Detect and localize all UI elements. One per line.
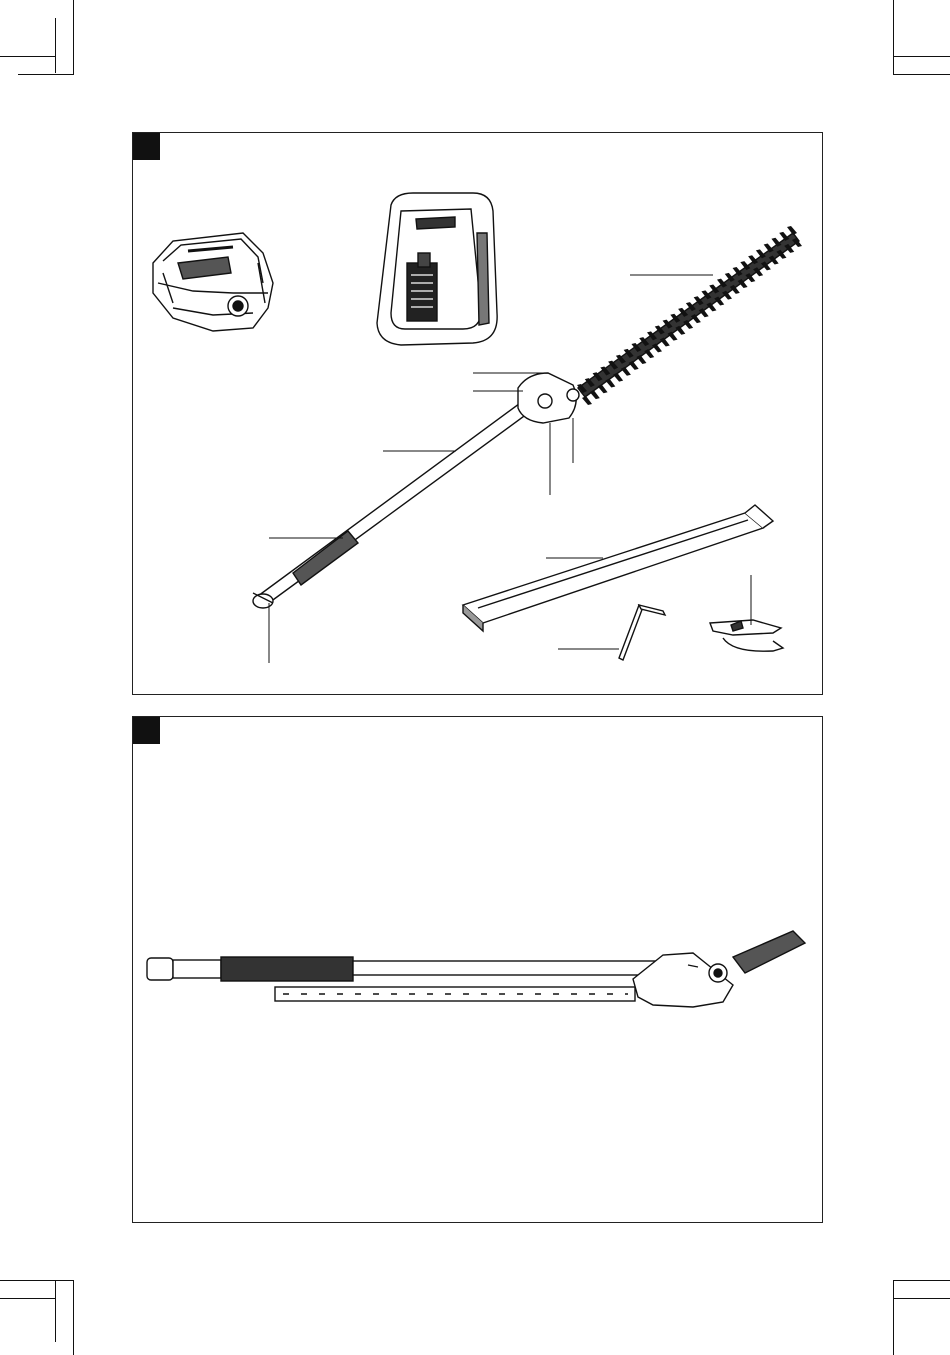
figure-1-illustration <box>133 133 824 696</box>
figure-2-illustration <box>133 717 824 1224</box>
blade-cover-illustration <box>463 505 773 631</box>
crop-mark-tr-h <box>893 56 950 57</box>
blade-tooth <box>582 396 592 405</box>
blade-tooth <box>598 384 608 393</box>
battery-illustration <box>153 233 273 331</box>
crop-mark-tl-v2 <box>55 18 56 73</box>
blade-tooth <box>621 367 631 376</box>
blade-tooth <box>605 378 615 387</box>
blade-tooth <box>629 361 639 370</box>
figure-2-panel <box>132 716 823 1223</box>
blade-tooth <box>613 373 623 382</box>
crop-mark-bl-h <box>0 1280 74 1281</box>
crop-mark-bl-v <box>55 1280 56 1342</box>
crop-mark-tl-v <box>73 0 74 75</box>
bracket-illustration <box>710 620 783 651</box>
crop-mark-br-v <box>893 1280 894 1355</box>
crop-mark-tr-v <box>893 0 894 75</box>
crop-mark-br-h2 <box>893 1298 950 1299</box>
blade-tooth <box>787 226 797 235</box>
crop-mark-bl-v2 <box>73 1280 74 1355</box>
crop-mark-tl-h2 <box>18 74 74 75</box>
hex-key-illustration <box>619 605 665 660</box>
crop-mark-bl-h2 <box>0 1298 56 1299</box>
blade-tooth <box>636 355 646 364</box>
crop-mark-tl-h <box>0 56 55 57</box>
blade-tooth <box>590 390 600 399</box>
crop-mark-tr-h2 <box>893 74 950 75</box>
crop-mark-br-h <box>893 1280 950 1281</box>
blade-tooth <box>644 349 654 358</box>
charger-illustration <box>377 193 497 345</box>
figure-1-panel <box>132 132 823 695</box>
hedge-trimmer-illustration <box>253 226 802 608</box>
